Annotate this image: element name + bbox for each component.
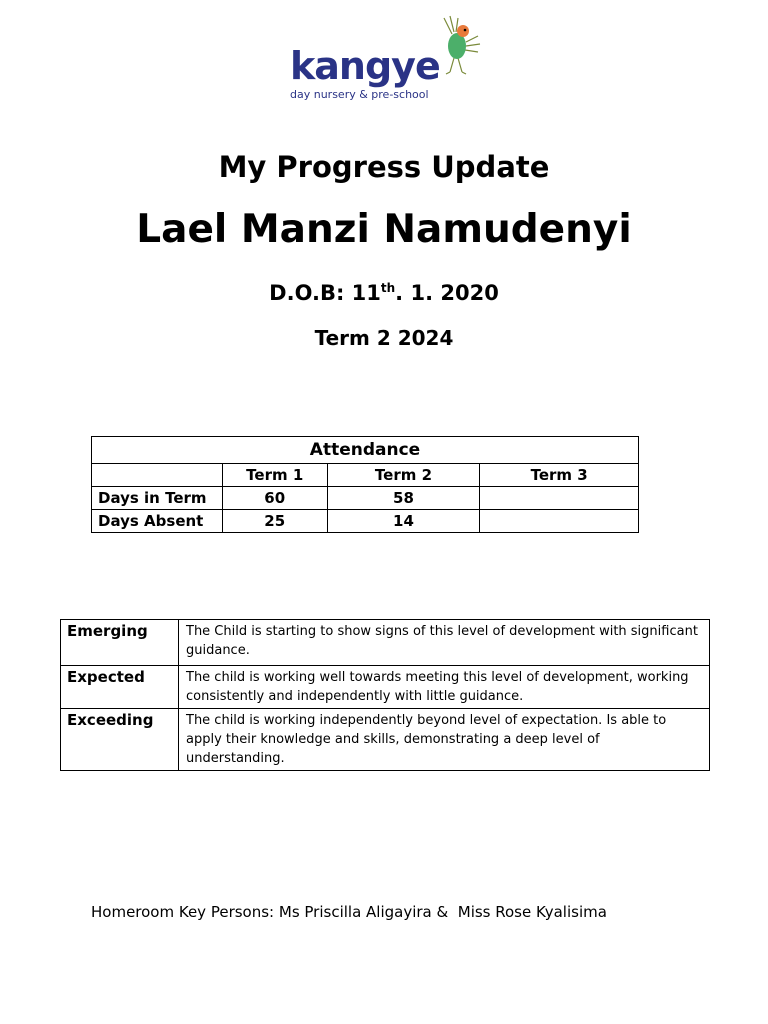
school-logo (288, 14, 488, 106)
level-description: The child is working well towards meeting this level of development, working consistently and independently with little guidance. (179, 666, 710, 709)
table-row (61, 666, 710, 709)
level-description: The child is working independently beyond level of expectation. Is able to apply their knowledge and skills, demonstrating a deep level of understanding. (179, 709, 710, 771)
table-row (61, 709, 710, 771)
dob-rest: . 1. 2020 (395, 281, 499, 305)
logo-wordmark: kangye (290, 44, 440, 88)
level-name: Expected (61, 666, 179, 709)
table-cell: 58 (327, 487, 480, 510)
table-cell: 60 (222, 487, 327, 510)
table-cell (480, 510, 639, 533)
attendance-header-row (92, 464, 639, 487)
bird-icon (438, 14, 488, 76)
column-header: Term 1 (222, 464, 327, 487)
page-title: My Progress Update (218, 150, 550, 184)
attendance-title-row (92, 437, 639, 464)
key-persons: Homeroom Key Persons: Ms Priscilla Aligayira & Miss Rose Kyalisima (91, 903, 607, 921)
child-name: Lael Manzi Namudenyi (136, 207, 632, 252)
date-of-birth (0, 281, 768, 305)
column-header: Term 2 (327, 464, 480, 487)
row-label: Days Absent (92, 510, 223, 533)
table-row (92, 510, 639, 533)
table-row (92, 487, 639, 510)
row-label: Days in Term (92, 487, 223, 510)
dob-ordinal: th (380, 281, 396, 295)
term-label: Term 2 2024 (314, 326, 454, 350)
development-levels-table (60, 619, 710, 771)
table-cell: 14 (327, 510, 480, 533)
table-cell: 25 (222, 510, 327, 533)
column-header (92, 464, 223, 487)
table-cell (480, 487, 639, 510)
level-name: Emerging (61, 620, 179, 666)
level-name: Exceeding (61, 709, 179, 771)
column-header: Term 3 (480, 464, 639, 487)
attendance-title: Attendance (92, 437, 639, 464)
attendance-table (91, 436, 639, 533)
logo-tagline: day nursery & pre-school (290, 88, 429, 101)
table-row (61, 620, 710, 666)
dob-prefix: D.O.B: 11 (269, 281, 381, 305)
level-description: The Child is starting to show signs of this level of development with significant guidance. (179, 620, 710, 666)
